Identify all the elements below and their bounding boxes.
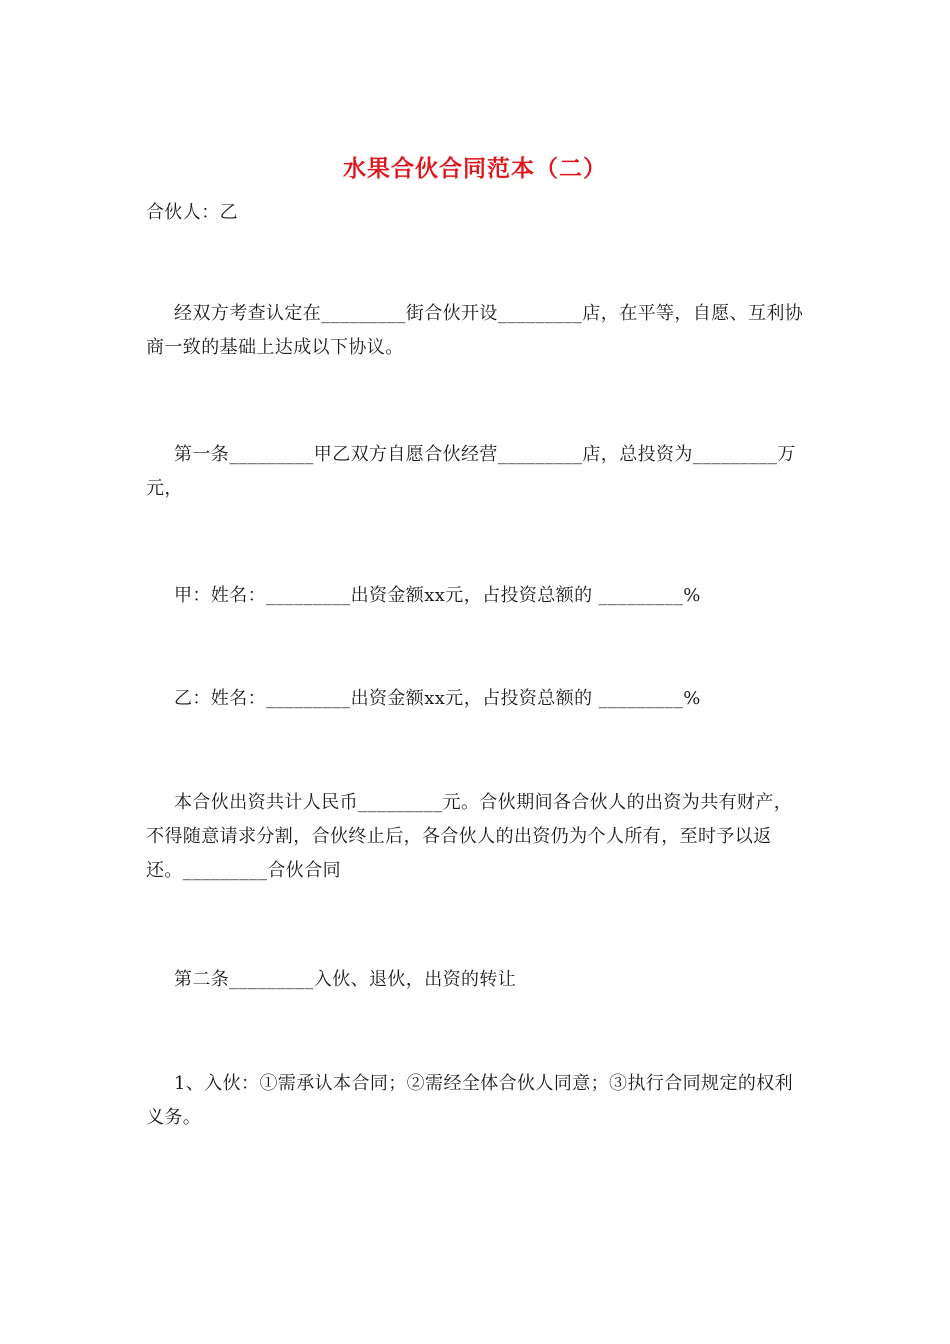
paragraph-capital: 本合伙出资共计人民币_________元。合伙期间各合伙人的出资为共有财产，不得随意请求分割，合伙终止后，各合伙人的出资仍为个人所有，至时予以返还。_________合伙合同 bbox=[146, 792, 793, 881]
paragraph-partner-a: 甲：姓名：_________出资金额xx元，占投资总额的 _________% bbox=[174, 585, 701, 606]
paragraph-intro: 经双方考查认定在_________街合伙开设_________店，在平等，自愿、互利协商一致的基础上达成以下协议。 bbox=[146, 303, 804, 358]
document-title: 水果合伙合同范本（二） bbox=[343, 155, 607, 182]
partner-line: 合伙人：乙 bbox=[146, 202, 238, 223]
paragraph-article-1: 第一条_________甲乙双方自愿合伙经营_________店，总投资为_________万元， bbox=[146, 444, 796, 499]
paragraph-article-2: 第二条_________入伙、退伙，出资的转让 bbox=[174, 969, 517, 990]
paragraph-partner-b: 乙：姓名：_________出资金额xx元，占投资总额的 _________% bbox=[174, 688, 701, 709]
paragraph-joining: 1、入伙：①需承认本合同；②需经全体合伙人同意；③执行合同规定的权利义务。 bbox=[146, 1073, 794, 1128]
